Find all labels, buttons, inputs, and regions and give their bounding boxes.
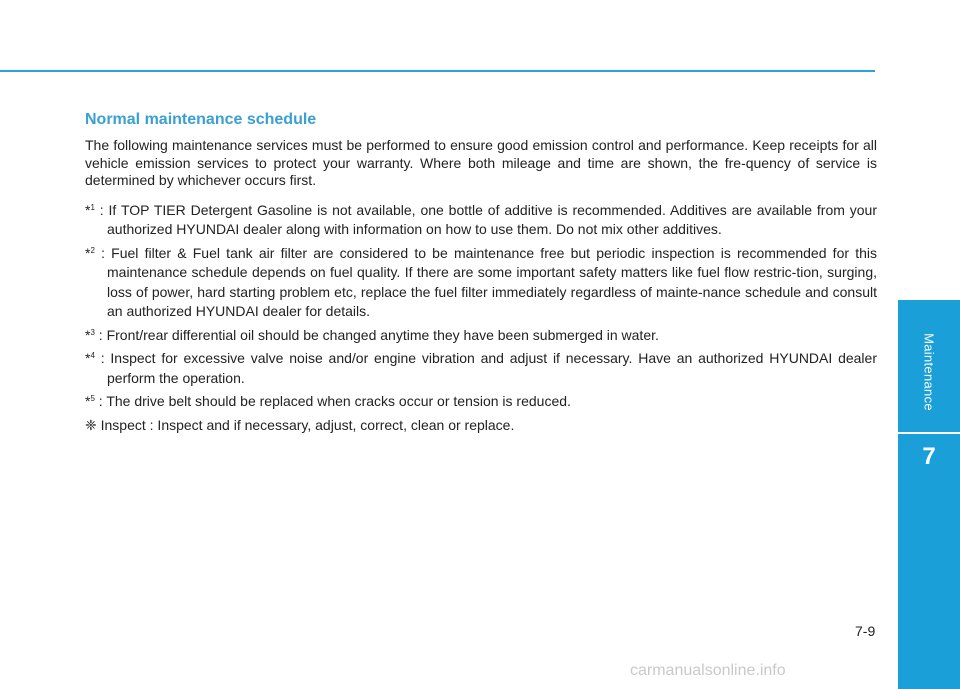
- inspect-note: [85, 416, 877, 436]
- chapter-number: 7: [898, 432, 960, 480]
- header-rule: [0, 70, 875, 72]
- footnote-1: [85, 201, 877, 240]
- intro-paragraph: The following maintenance services must be performed to ensure good emission control and performance. Keep receipts for all vehicle emission services to protect your warranty. Where both mileage and time are shown, the fre-quency of service is determined by whichever occurs first.: [85, 137, 877, 188]
- footnote-mark: *: [85, 201, 91, 218]
- footnote-number: 3: [90, 327, 95, 337]
- footnote-3: [85, 326, 877, 346]
- footnote-mark: *: [85, 326, 91, 343]
- footnote-mark: *: [85, 350, 91, 366]
- inspect-text: Inspect : Inspect and if necessary, adjust, correct, clean or replace.: [96, 416, 515, 433]
- watermark: carmanualsonline.info: [630, 662, 786, 679]
- footnote-text: : If TOP TIER Detergent Gasoline is not available, one bottle of additive is recommended. Additives are available from your authorized HYUNDAI dealer along with information on how to use them. Do not mix other additives.: [94, 201, 877, 237]
- page-number: 7-9: [855, 623, 876, 639]
- inspect-symbol-icon: ❈: [85, 416, 97, 433]
- footnote-mark: *: [85, 393, 91, 409]
- footnote-number: 5: [90, 394, 95, 403]
- footnote-5: [85, 392, 877, 412]
- page-content: [85, 111, 877, 435]
- footnote-text: : The drive belt should be replaced when cracks occur or tension is reduced.: [94, 393, 571, 409]
- footnote-text: : Fuel filter & Fuel tank air filter are considered to be maintenance free but periodic inspection is recommended for this maintenance schedule depends on fuel quality. If there are some important safety matters like fuel flow restric-tion, surging, loss of power, hard starting problem etc, replace the fuel filter immediately regardless of mainte-nance schedule and consult an authorized HYUNDAI dealer for details.: [94, 244, 877, 319]
- footnote-mark: *: [85, 244, 91, 261]
- chapter-side-tab[interactable]: [898, 300, 960, 689]
- footnote-4: [85, 349, 877, 388]
- footnote-text: : Inspect for excessive valve noise and/or engine vibration and adjust if necessary. Have an authorized HYUNDAI dealer perform the operation.: [94, 350, 877, 386]
- footnote-number: 1: [90, 202, 95, 212]
- footnote-text: : Front/rear differential oil should be changed anytime they have been submerged in water.: [94, 326, 659, 343]
- footnote-number: 2: [90, 245, 95, 255]
- footnote-2: [85, 244, 877, 322]
- section-title: Normal maintenance schedule: [85, 111, 317, 128]
- chapter-label: Maintenance: [921, 333, 937, 411]
- footnote-number: 4: [90, 351, 95, 360]
